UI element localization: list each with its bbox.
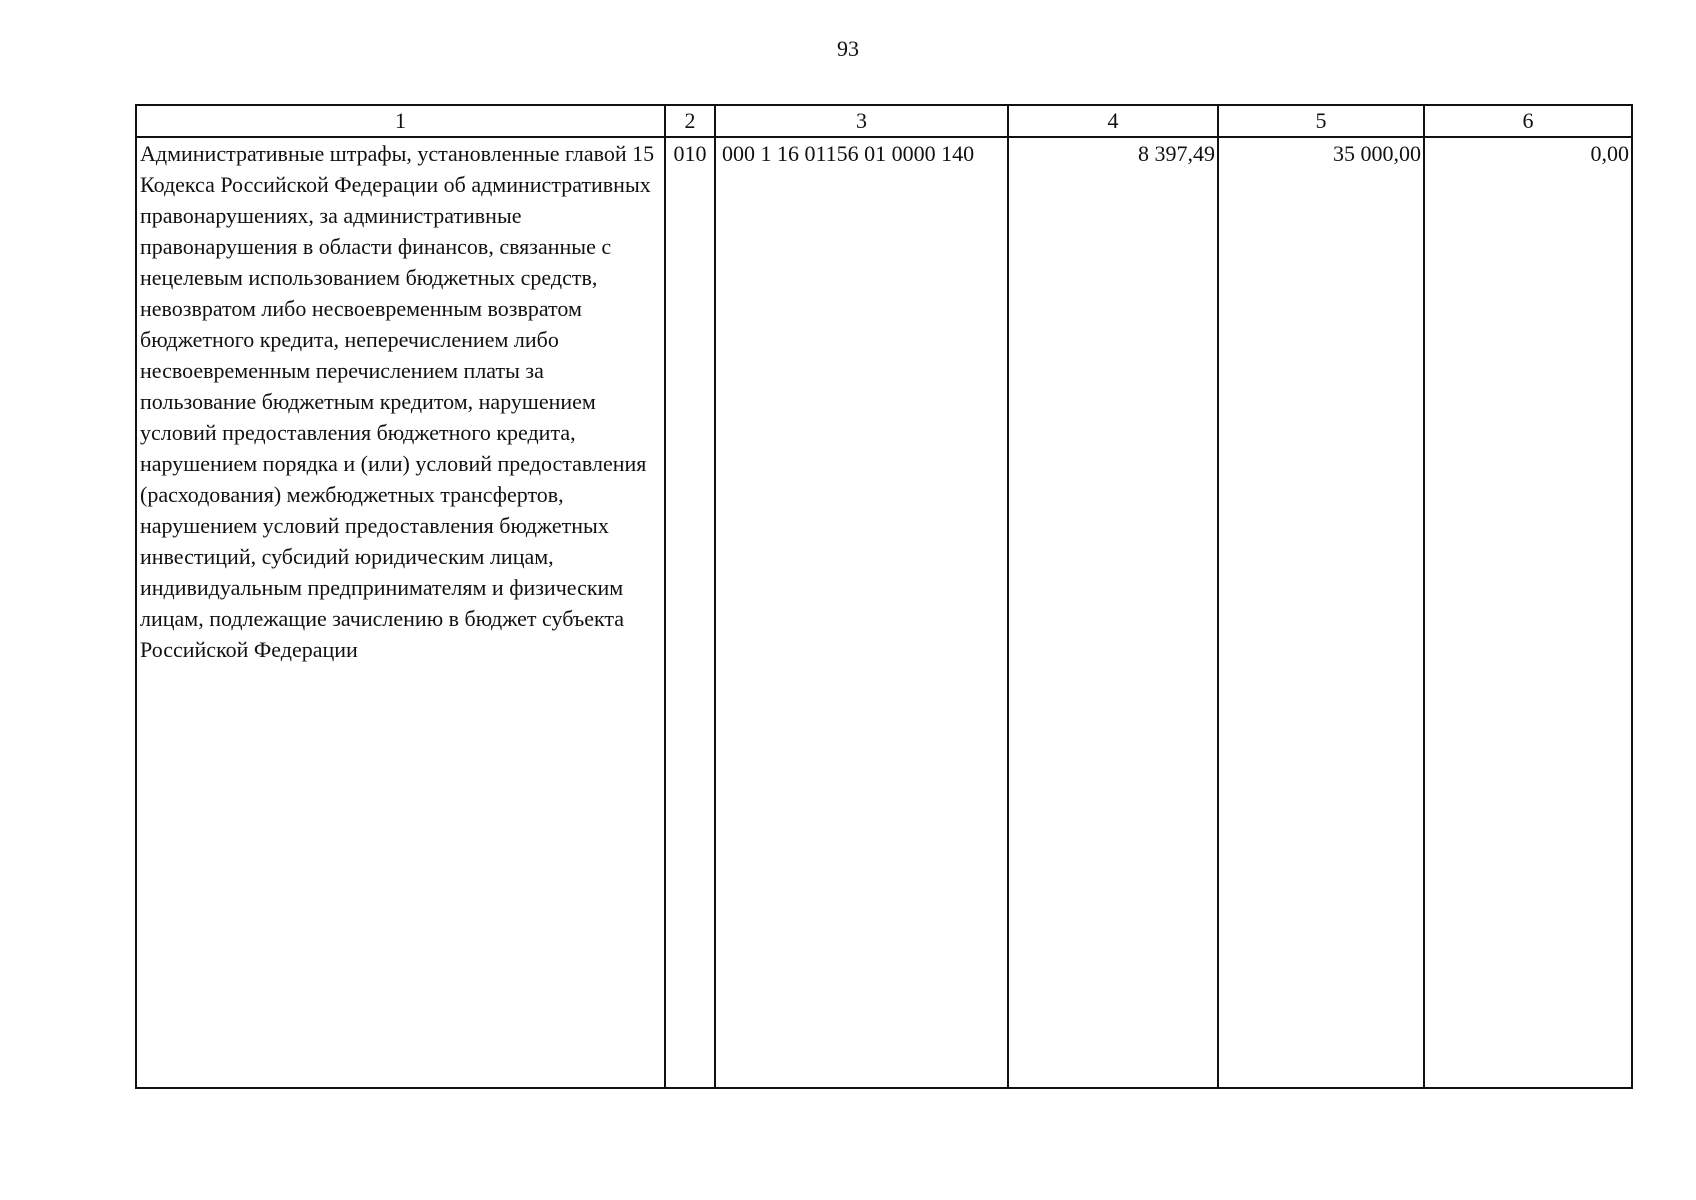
revenue-description: Административные штрафы, установленные главой 15 Кодекса Российской Федерации об административных правонарушениях, за административные правонарушения в области финансов, связанные с нецелевым использованием бюджетных средств, невозвратом либо несвоевременным возвратом бюджетного кредита, неперечислением либо несвоевременным перечислением платы за пользование бюджетным кредитом, нарушением условий предоставления бюджетного кредита, нарушением порядка и (или) условий предоставления (расходования) межбюджетных трансфертов, нарушением условий предоставления бюджетных инвестиций, субсидий юридическим лицам, индивидуальным предпринимателям и физическим лицам, подлежащие зачислению в бюджет субъекта Российской Федерации — [136, 137, 665, 1088]
value-column-6: 0,00 — [1424, 137, 1632, 1088]
column-header-6: 6 — [1424, 105, 1632, 137]
page-number: 93 — [837, 36, 859, 61]
budget-revenue-table — [135, 104, 1633, 1089]
column-header-4: 4 — [1008, 105, 1218, 137]
column-number-row — [136, 105, 1632, 137]
admin-code: 010 — [665, 137, 715, 1088]
budget-classification-code: 000 1 16 01156 01 0000 140 — [715, 137, 1008, 1088]
value-column-4: 8 397,49 — [1008, 137, 1218, 1088]
column-header-1: 1 — [136, 105, 665, 137]
table-row — [136, 137, 1632, 1088]
value-column-5: 35 000,00 — [1218, 137, 1424, 1088]
column-header-3: 3 — [715, 105, 1008, 137]
column-header-5: 5 — [1218, 105, 1424, 137]
column-header-2: 2 — [665, 105, 715, 137]
